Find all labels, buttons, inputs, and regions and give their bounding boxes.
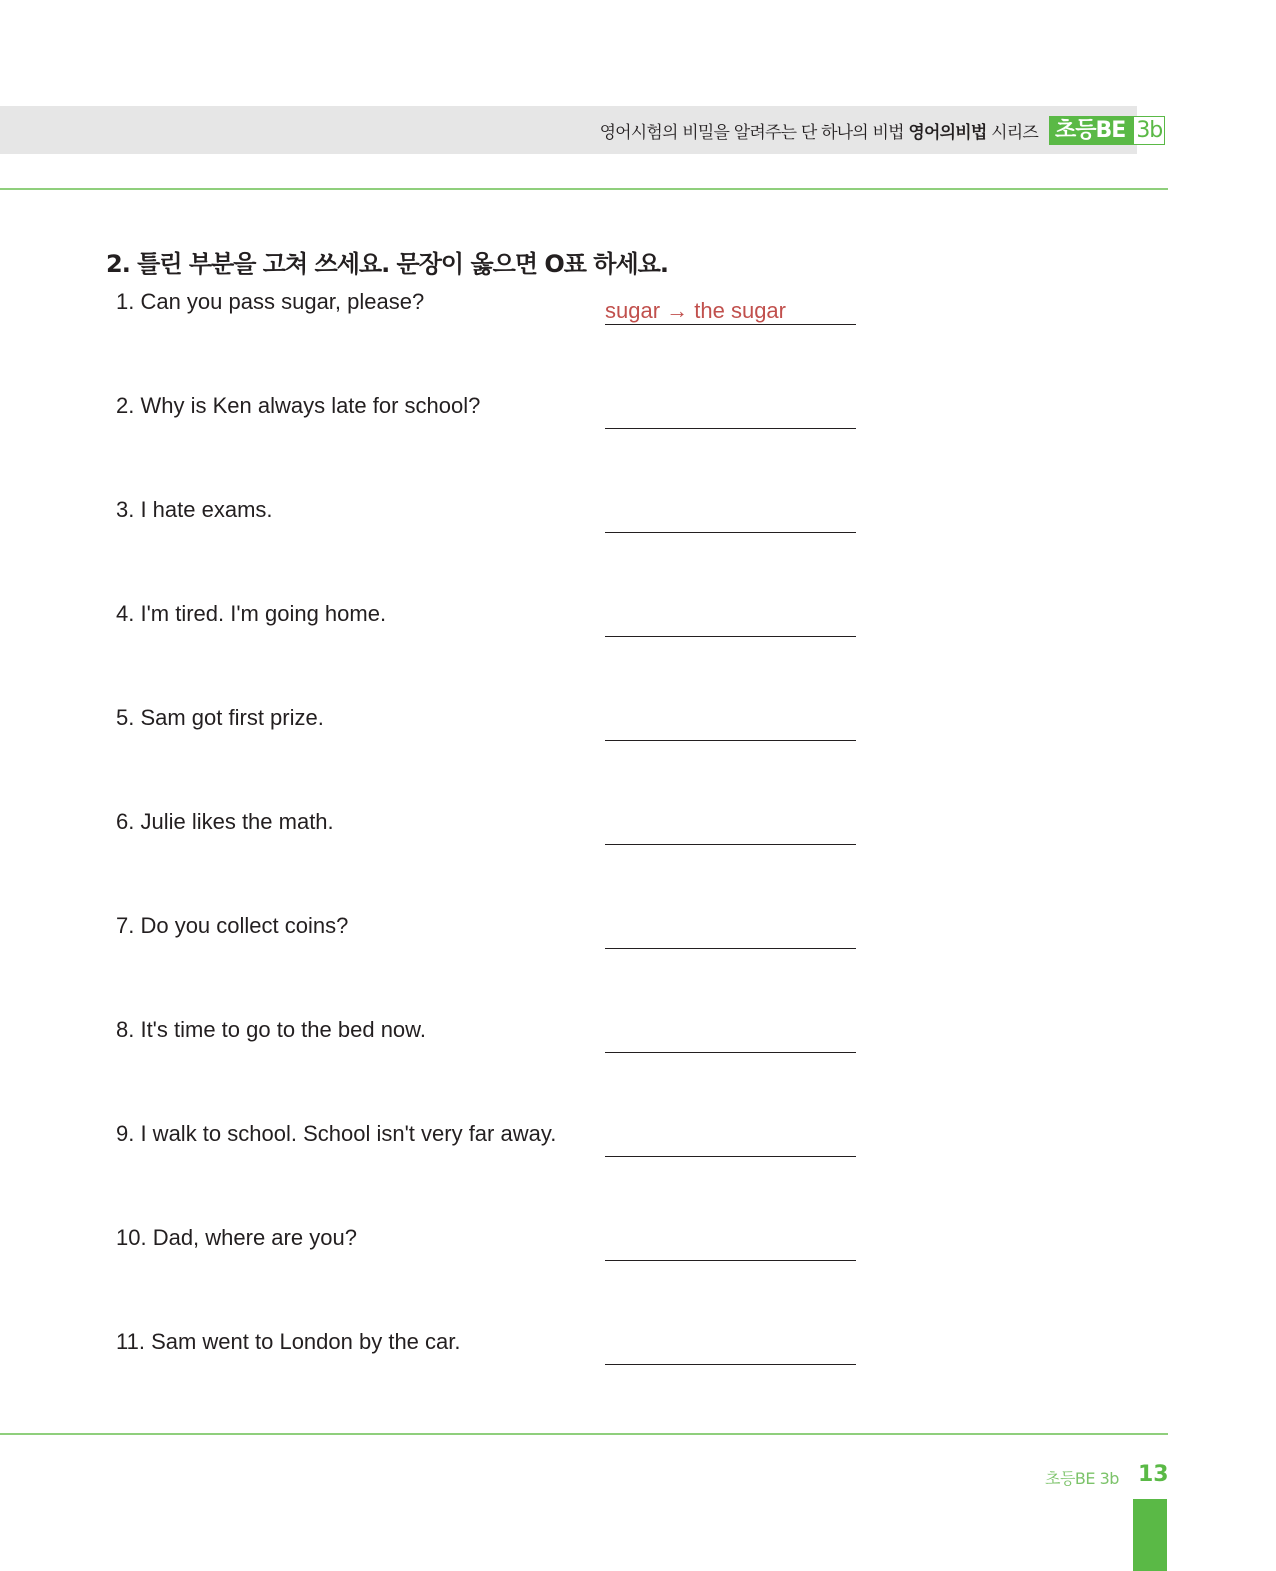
- answer-line[interactable]: [605, 948, 856, 949]
- answer-line[interactable]: [605, 844, 856, 845]
- bottom-divider: [0, 1433, 1168, 1435]
- exercise-item-10: [116, 1221, 856, 1261]
- footer-book-label: 초등BE 3b: [1045, 1469, 1119, 1488]
- item-sentence: 1. Can you pass sugar, please?: [116, 289, 425, 314]
- brand-level: 3b: [1133, 116, 1165, 145]
- item-sentence: 4. I'm tired. I'm going home.: [116, 601, 387, 626]
- answer-line[interactable]: [605, 324, 856, 325]
- item-sentence: 3. I hate exams.: [116, 497, 273, 522]
- exercise-item-4: [116, 597, 856, 637]
- exercise-item-3: [116, 493, 856, 533]
- page-edge-tab: [1133, 1499, 1167, 1571]
- page-number: 13: [1138, 1462, 1169, 1487]
- item-sentence: 8. It's time to go to the bed now.: [116, 1017, 426, 1042]
- answer-line[interactable]: [605, 1260, 856, 1261]
- exercise-item-1: [116, 285, 856, 325]
- exercise-item-7: [116, 909, 856, 949]
- exercise-item-2: [116, 389, 856, 429]
- brand-badge: [1049, 116, 1165, 145]
- tagline-text: 영어시험의 비밀을 알려주는 단 하나의 비법: [599, 123, 904, 143]
- series-name: 영어의비법: [908, 123, 987, 143]
- item-answer: sugar → the sugar: [605, 298, 786, 323]
- item-sentence: 2. Why is Ken always late for school?: [116, 393, 481, 418]
- exercise-item-9: [116, 1117, 856, 1157]
- answer-line[interactable]: [605, 636, 856, 637]
- item-sentence: 5. Sam got first prize.: [116, 705, 324, 730]
- exercise-item-6: [116, 805, 856, 845]
- item-sentence: 11. Sam went to London by the car.: [116, 1329, 461, 1354]
- header-tagline: [600, 118, 1038, 143]
- answer-line[interactable]: [605, 1364, 856, 1365]
- series-suffix: 시리즈: [991, 123, 1038, 143]
- section-title: 2. 틀린 부분을 고쳐 쓰세요. 문장이 옳으면 O표 하세요.: [106, 250, 668, 278]
- item-sentence: 10. Dad, where are you?: [116, 1225, 357, 1250]
- brand-name: 초등BE: [1049, 116, 1133, 145]
- answer-line[interactable]: [605, 428, 856, 429]
- answer-line[interactable]: [605, 1052, 856, 1053]
- answer-line[interactable]: [605, 740, 856, 741]
- exercise-item-11: [116, 1325, 856, 1365]
- answer-line[interactable]: [605, 1156, 856, 1157]
- exercise-item-8: [116, 1013, 856, 1053]
- item-sentence: 6. Julie likes the math.: [116, 809, 334, 834]
- item-sentence: 7. Do you collect coins?: [116, 913, 349, 938]
- item-sentence: 9. I walk to school. School isn't very far away.: [116, 1121, 557, 1146]
- answer-line[interactable]: [605, 532, 856, 533]
- exercise-item-5: [116, 701, 856, 741]
- top-divider: [0, 188, 1168, 190]
